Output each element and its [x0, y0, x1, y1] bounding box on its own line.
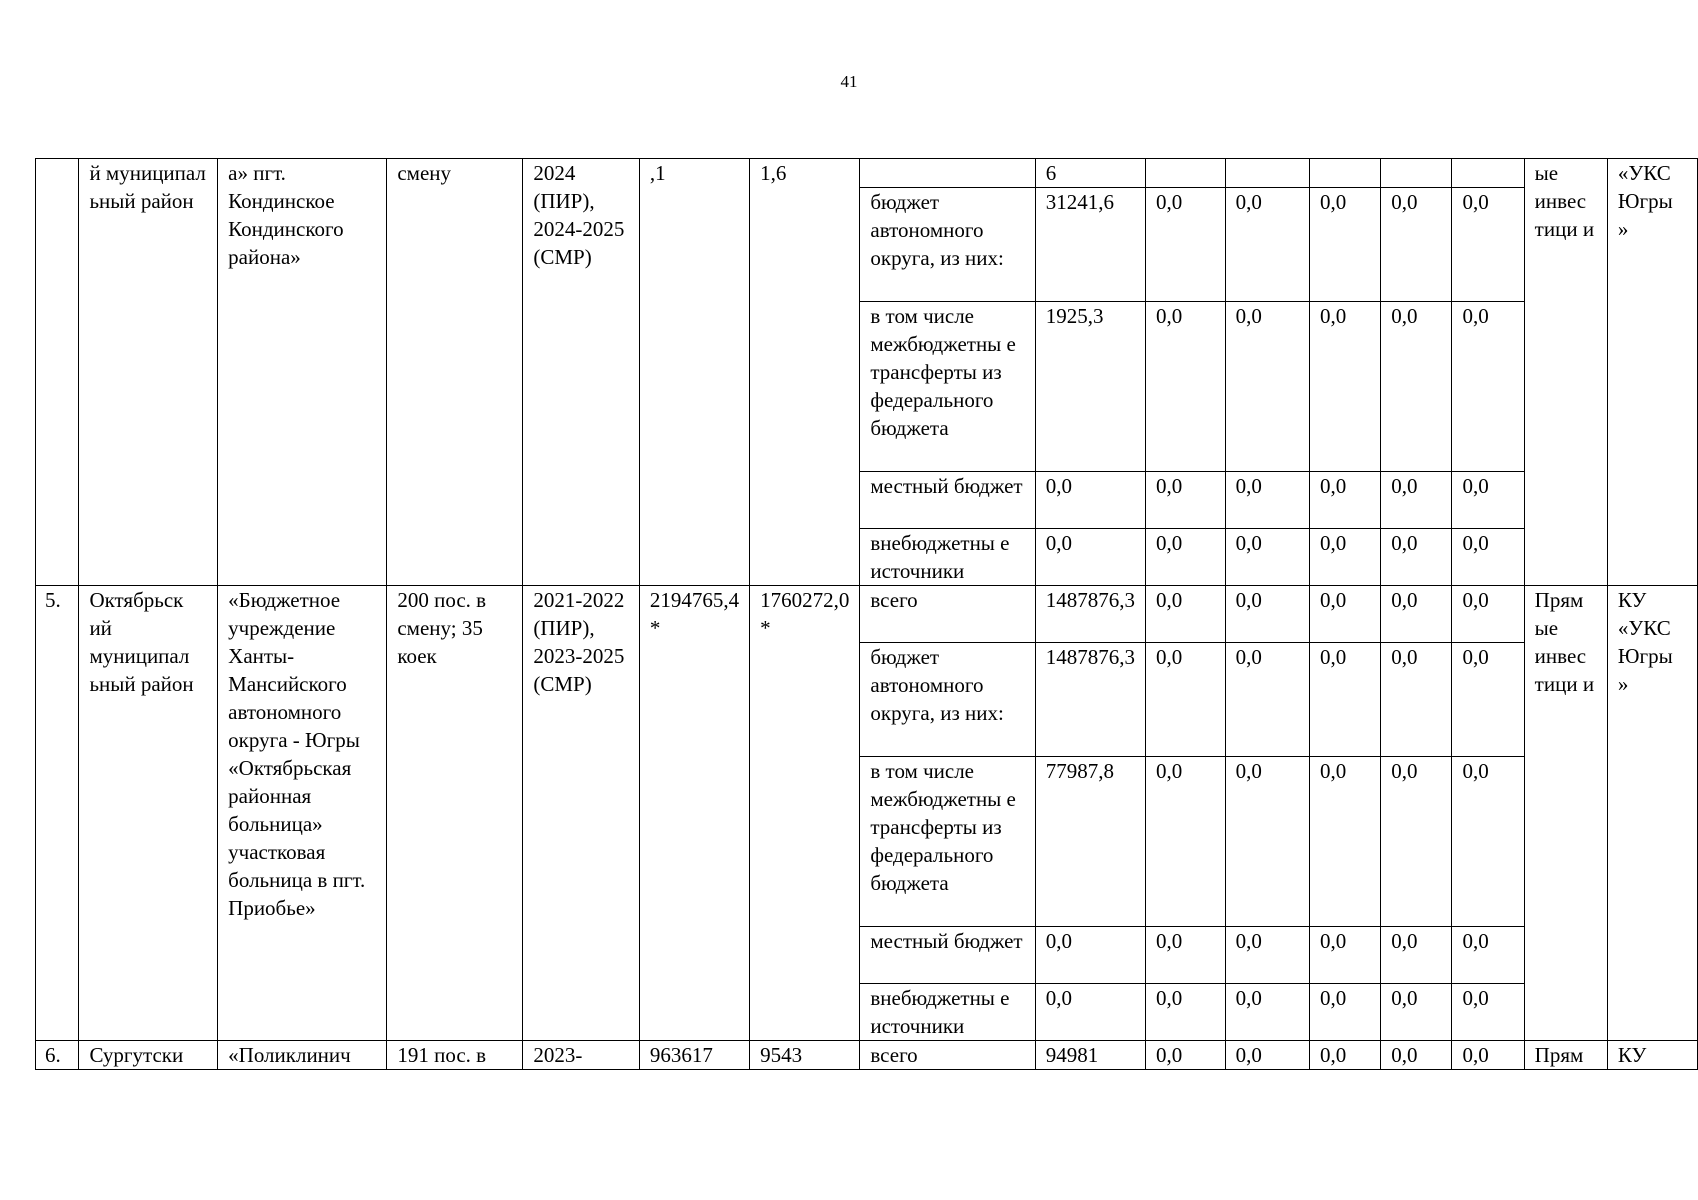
row-number-cell: 5. — [36, 586, 79, 1041]
estimate-cost-cell: 2194765,4 * — [639, 586, 749, 1041]
value-cell: 1487876,3 — [1035, 643, 1145, 757]
value-cell: 0,0 — [1035, 984, 1145, 1041]
funding-source-cell: в том числе межбюджетны е трансферты из федерального бюджета — [860, 757, 1035, 927]
value-cell: 0,0 — [1452, 302, 1524, 472]
value-cell: 0,0 — [1381, 586, 1452, 643]
value-cell: 0,0 — [1381, 927, 1452, 984]
value-cell: 0,0 — [1225, 188, 1309, 302]
value-cell: 0,0 — [1035, 472, 1145, 529]
value-cell: 0,0 — [1452, 586, 1524, 643]
value-cell: 0,0 — [1309, 586, 1380, 643]
value-cell: 0,0 — [1452, 643, 1524, 757]
customer-cell: КУ «УКС Югры » — [1607, 586, 1697, 1041]
capacity-cell: 191 пос. в — [387, 1041, 523, 1070]
period-cell: 2023- — [523, 1041, 640, 1070]
district-cell: Октябрьск ий муниципал ьный район — [79, 586, 218, 1041]
funding-source-cell: всего — [860, 586, 1035, 643]
value-cell: 0,0 — [1452, 984, 1524, 1041]
value-cell — [1381, 159, 1452, 188]
customer-cell: «УКС Югры » — [1607, 159, 1697, 586]
district-cell: Сургутски — [79, 1041, 218, 1070]
funding-source-cell: бюджет автономного округа, из них: — [860, 188, 1035, 302]
value-cell: 0,0 — [1309, 927, 1380, 984]
value-cell: 0,0 — [1225, 302, 1309, 472]
value-cell: 0,0 — [1381, 757, 1452, 927]
value-cell: 0,0 — [1309, 472, 1380, 529]
value-cell: 0,0 — [1309, 302, 1380, 472]
balance-cost-cell: 9543 — [750, 1041, 860, 1070]
value-cell: 0,0 — [1225, 529, 1309, 586]
value-cell — [1309, 159, 1380, 188]
value-cell: 0,0 — [1145, 472, 1225, 529]
investment-type-cell: Прям ые инвес тици и — [1524, 586, 1607, 1041]
balance-cost-cell: 1760272,0 * — [750, 586, 860, 1041]
customer-cell: КУ — [1607, 1041, 1697, 1070]
value-cell: 0,0 — [1309, 188, 1380, 302]
value-cell: 0,0 — [1225, 757, 1309, 927]
object-name-cell: «Поликлинич — [218, 1041, 387, 1070]
table-row — [36, 159, 1698, 188]
value-cell: 0,0 — [1452, 927, 1524, 984]
value-cell: 94981 — [1035, 1041, 1145, 1070]
value-cell: 0,0 — [1035, 927, 1145, 984]
value-cell: 0,0 — [1225, 1041, 1309, 1070]
funding-source-cell: местный бюджет — [860, 927, 1035, 984]
value-cell: 0,0 — [1381, 302, 1452, 472]
funding-source-cell: внебюджетны е источники — [860, 529, 1035, 586]
value-cell: 0,0 — [1145, 1041, 1225, 1070]
table-row — [36, 1041, 1698, 1070]
value-cell: 0,0 — [1381, 1041, 1452, 1070]
value-cell — [1145, 159, 1225, 188]
value-cell: 77987,8 — [1035, 757, 1145, 927]
estimate-cost-cell: 963617 — [639, 1041, 749, 1070]
value-cell: 0,0 — [1145, 757, 1225, 927]
value-cell: 0,0 — [1035, 529, 1145, 586]
funding-source-cell: внебюджетны е источники — [860, 984, 1035, 1041]
row-number-cell: 6. — [36, 1041, 79, 1070]
period-cell: 2021-2022 (ПИР), 2023-2025 (СМР) — [523, 586, 640, 1041]
value-cell: 0,0 — [1452, 472, 1524, 529]
value-cell: 0,0 — [1309, 984, 1380, 1041]
value-cell: 0,0 — [1145, 643, 1225, 757]
value-cell: 0,0 — [1145, 529, 1225, 586]
value-cell: 0,0 — [1309, 1041, 1380, 1070]
estimate-cost-cell: ,1 — [639, 159, 749, 586]
object-name-cell: а» пгт. Кондинское Кондинского района» — [218, 159, 387, 586]
value-cell: 0,0 — [1381, 472, 1452, 529]
period-cell: 2024 (ПИР), 2024-2025 (СМР) — [523, 159, 640, 586]
value-cell: 0,0 — [1225, 643, 1309, 757]
investment-type-cell: Прям — [1524, 1041, 1607, 1070]
balance-cost-cell: 1,6 — [750, 159, 860, 586]
funding-source-cell: в том числе межбюджетны е трансферты из федерального бюджета — [860, 302, 1035, 472]
funding-source-cell: всего — [860, 1041, 1035, 1070]
value-cell: 0,0 — [1145, 188, 1225, 302]
value-cell: 0,0 — [1225, 984, 1309, 1041]
page-number: 41 — [840, 72, 858, 91]
value-cell: 0,0 — [1145, 984, 1225, 1041]
value-cell — [1452, 159, 1524, 188]
value-cell: 0,0 — [1452, 757, 1524, 927]
value-cell: 0,0 — [1381, 529, 1452, 586]
value-cell: 0,0 — [1225, 586, 1309, 643]
value-cell: 0,0 — [1452, 1041, 1524, 1070]
value-cell: 31241,6 — [1035, 188, 1145, 302]
funding-source-cell: местный бюджет — [860, 472, 1035, 529]
value-cell: 0,0 — [1452, 529, 1524, 586]
row-number-cell — [36, 159, 79, 586]
funding-source-cell: бюджет автономного округа, из них: — [860, 643, 1035, 757]
value-cell: 0,0 — [1309, 529, 1380, 586]
value-cell: 0,0 — [1225, 472, 1309, 529]
value-cell: 0,0 — [1145, 586, 1225, 643]
value-cell: 0,0 — [1309, 757, 1380, 927]
value-cell: 1925,3 — [1035, 302, 1145, 472]
investment-type-cell: ые инвес тици и — [1524, 159, 1607, 586]
value-cell: 0,0 — [1452, 188, 1524, 302]
table-row — [36, 586, 1698, 643]
investment-objects-table — [35, 158, 1698, 1070]
capacity-cell: 200 пос. в смену; 35 коек — [387, 586, 523, 1041]
value-cell: 6 — [1035, 159, 1145, 188]
value-cell: 1487876,3 — [1035, 586, 1145, 643]
value-cell: 0,0 — [1309, 643, 1380, 757]
value-cell: 0,0 — [1381, 643, 1452, 757]
district-cell: й муниципал ьный район — [79, 159, 218, 586]
value-cell: 0,0 — [1225, 927, 1309, 984]
funding-source-cell — [860, 159, 1035, 188]
value-cell: 0,0 — [1145, 927, 1225, 984]
capacity-cell: смену — [387, 159, 523, 586]
value-cell: 0,0 — [1381, 188, 1452, 302]
value-cell — [1225, 159, 1309, 188]
value-cell: 0,0 — [1381, 984, 1452, 1041]
object-name-cell: «Бюджетное учреждение Ханты-Мансийского автономного округа - Югры «Октябрьская районная больница» участковая больница в пгт. Приобье» — [218, 586, 387, 1041]
value-cell: 0,0 — [1145, 302, 1225, 472]
